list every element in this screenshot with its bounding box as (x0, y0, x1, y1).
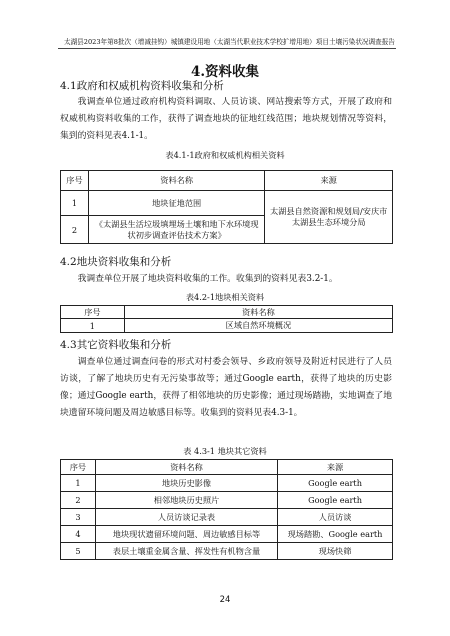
table-row (61, 319, 393, 333)
row-no: 2 (61, 492, 96, 509)
row-name: 地块征地范围 (88, 191, 264, 216)
row-source: 太湖县自然资源和规划局/安庆市太湖县生态环境分局 (265, 191, 393, 244)
heading-4-3: 4.3其它资料收集和分析 (60, 339, 172, 351)
row-no: 1 (61, 475, 96, 492)
caption-table-4-1-1: 表4.1-1政府和权威机构相关资料 (165, 150, 285, 160)
row-name: 《太湖县生活垃圾填埋场土壤和地下水环境现状初步调查评估技术方案》 (88, 216, 264, 244)
row-no: 1 (61, 319, 125, 333)
table-row (61, 543, 393, 560)
col-header-name: 资料名称 (88, 171, 264, 191)
row-name: 相邻地块历史照片 (95, 492, 277, 509)
row-no: 1 (61, 191, 89, 216)
row-source: 现场踏勘、Google earth (278, 526, 393, 543)
paragraph-4-2: 我调查单位开展了地块资料收集的工作。收集到的资料见表3.2-1。 (77, 274, 338, 284)
col-header-source: 来源 (265, 171, 393, 191)
paragraph-4-1: 我调查单位通过政府机构资料调取、人员访谈、网站搜索等方式，开展了政府和权威机构资料收集的工作，获得了调查地块的征地红线范围；地块规划情况等资料，集到的资料见表4.1-1。 (60, 97, 392, 141)
table-header-row (61, 171, 393, 191)
table-row (61, 526, 393, 543)
table-row (61, 509, 393, 526)
table-4-2-1 (60, 305, 393, 333)
page-header: 太湖县2023年第8批次（增减挂钩）城镇建设用地（太湖当代职业技术学校扩增用地）项目土壤污染状况调查报告 (64, 38, 395, 46)
row-source: 现场快筛 (278, 543, 393, 560)
table-4-3-1 (60, 459, 393, 560)
caption-table-4-3-1: 表 4.3-1 地块其它资料 (183, 446, 267, 456)
row-name: 表层土壤重金属含量、挥发性有机物含量 (95, 543, 277, 560)
row-name: 区域自然环境概况 (124, 319, 392, 333)
col-header-no: 序号 (61, 171, 89, 191)
col-header-name: 资料名称 (95, 460, 277, 475)
col-header-no: 序号 (61, 460, 96, 475)
table-4-1-1 (60, 170, 393, 244)
col-header-no: 序号 (61, 306, 125, 319)
row-no: 4 (61, 526, 96, 543)
page-number: 24 (219, 595, 231, 605)
col-header-source: 来源 (278, 460, 393, 475)
caption-table-4-2-1: 表4.2-1地块相关资料 (185, 292, 265, 302)
table-row (61, 492, 393, 509)
table-row (61, 191, 393, 216)
row-no: 2 (61, 216, 89, 244)
row-no: 3 (61, 509, 96, 526)
col-header-name: 资料名称 (124, 306, 392, 319)
row-source: Google earth (278, 475, 393, 492)
section-title: 4.资料收集 (190, 64, 260, 80)
row-no: 5 (61, 543, 96, 560)
table-header-row (61, 306, 393, 319)
header-divider (58, 48, 396, 49)
row-source: Google earth (278, 492, 393, 509)
heading-4-1: 4.1政府和权威机构资料收集和分析 (60, 80, 224, 92)
table-header-row (61, 460, 393, 475)
row-source: 人员访谈 (278, 509, 393, 526)
table-row (61, 475, 393, 492)
row-name: 地块历史影像 (95, 475, 277, 492)
row-name: 人员访谈记录表 (95, 509, 277, 526)
heading-4-2: 4.2地块资料收集和分析 (60, 256, 172, 268)
paragraph-4-3: 调查单位通过调查问卷的形式对村委会领导、乡政府领导及附近村民进行了人员访谈，了解了地块历史有无污染事故等；通过Google earth，获得了地块的历史影像；通过Google earth，获得了相邻地块的历史影像；通过现场踏勘，实地调查了地块遗留环境问题及周边敏感目标等。收集到的资料见表4.3-1。 (60, 357, 392, 418)
row-name: 地块现状遗留环境问题、周边敏感目标等 (95, 526, 277, 543)
